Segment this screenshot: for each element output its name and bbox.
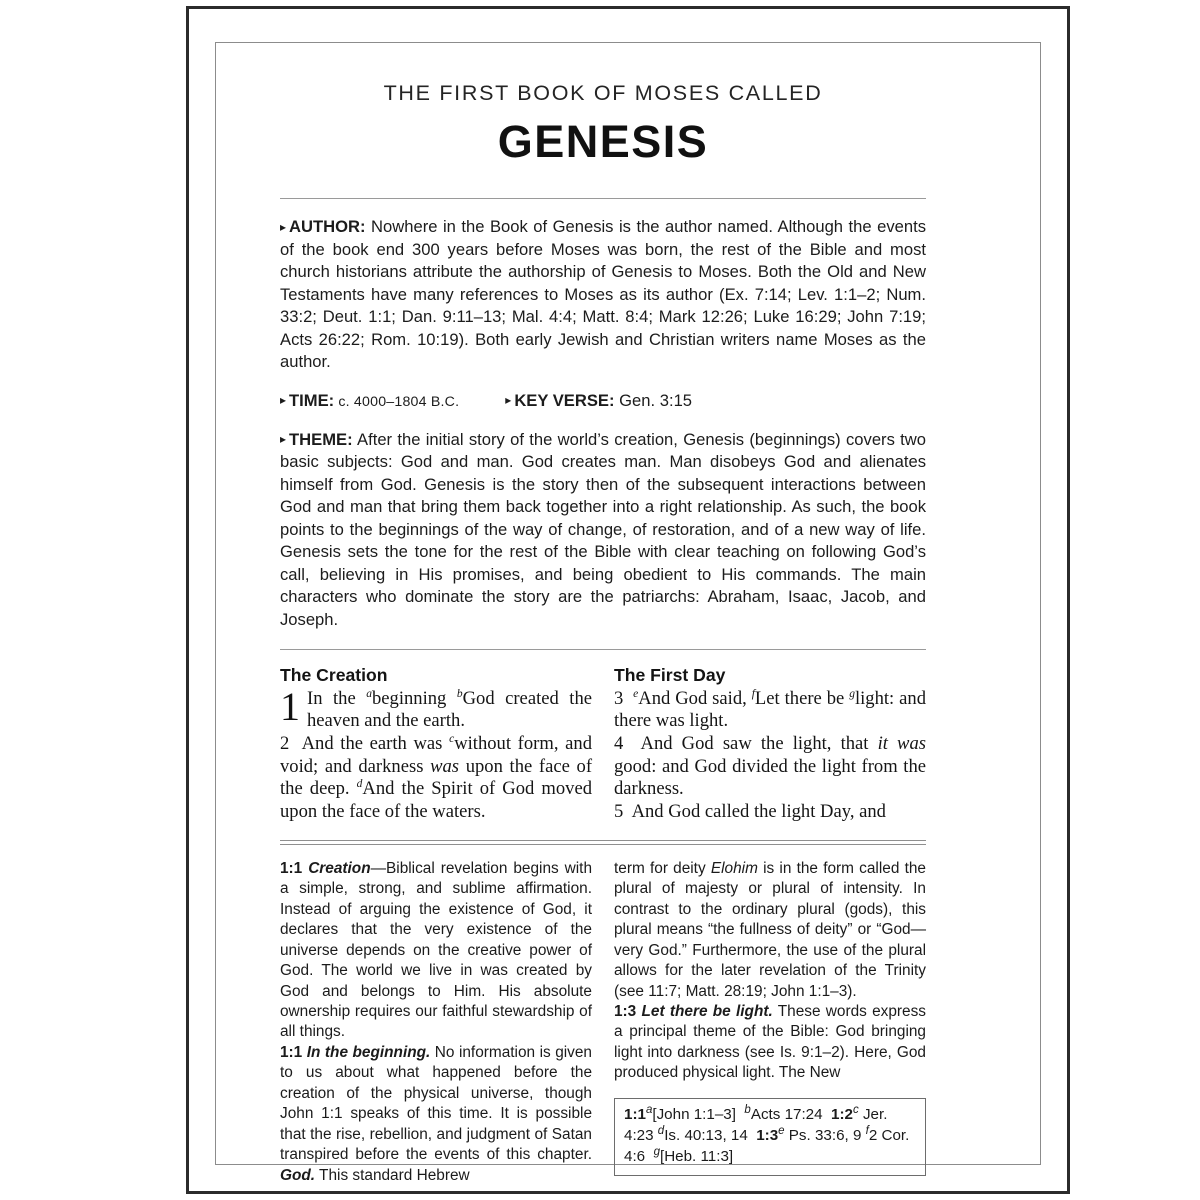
intro-theme-label: THEME:: [289, 429, 353, 449]
commentary-note: [614, 859, 926, 1002]
verse-2: 2 And the earth was $^c$without form, and void; and darkness was upon the face of the deep. $^d$And the Spirit of God moved upon the face of the waters.: [280, 732, 593, 822]
intro-time-text: c. 4000–1804 B.C.: [334, 393, 460, 410]
divider-middle: [280, 649, 926, 650]
intro-author-label: AUTHOR:: [289, 217, 366, 236]
verse-5: 5 And God called the light Day, and: [614, 800, 886, 822]
intro-author-text: Nowhere in the Book of Genesis is the author named. Although the events of the book end 300 years before Moses was born, the rest of the Bible and most church historians attribute the authorship of Genesis to Moses. Both the Old and New Testaments have many references to Moses as its author (Ex. 7:14; Lev. 1:1–2; Num. 33:2; Deut. 1:1; Dan. 9:11–13; Mal. 4:4; Matt. 8:4; Mark 12:26; Luke 16:29; John 7:19; Acts 26:22; Rom. 10:19). Both early Jewish and Christian writers name Moses as the author.: [280, 217, 926, 372]
commentary-note: [280, 859, 592, 1043]
divider-top: [280, 198, 926, 199]
page-inner-border: [215, 42, 1041, 1184]
commentary-ref: 1:1: [280, 859, 303, 877]
verse-1: In the $^a$beginning $^b$God created the heaven and the earth.: [307, 687, 592, 732]
scripture-column-left: [280, 665, 592, 824]
verse-group-right: [614, 688, 926, 824]
intro-theme-text: After the initial story of the world’s creation, Genesis (beginnings) covers two basic subjects: God and man. God creates man. Man disobeys God and alienates himself from God. Genesis is the story then of the subsequent interactions between God and man that bring them back together into a right relationship. As such, the book points to the beginnings of the way of change, of restoration, and of a new way of life. Genesis sets the tone for the rest of the Bible with clear teaching on following God’s call, believing in His promises, and being obedient to His commands. The main characters who dominate the story are the patriarchs: Abraham, Isaac, Jacob, and Joseph.: [280, 429, 926, 629]
introduction-block: [280, 216, 926, 632]
commentary-note: [280, 1043, 592, 1186]
commentary-lead: Creation: [308, 859, 371, 877]
scripture-columns: [280, 665, 926, 824]
book-superscript-title: THE FIRST BOOK OF MOSES CALLED: [383, 81, 823, 105]
footnote-box: [614, 1098, 926, 1176]
book-page-frame: [186, 6, 1070, 1194]
section-heading-creation: The Creation: [280, 664, 388, 685]
commentary-body: No information is given to us about what happened before the creation of the physical universe, though John 1:1 speaks of this time. It is possible that the rise, rebellion, and judgment of Satan transpired before the events of this chapter. God. This standard Hebrew: [280, 1043, 592, 1184]
intro-theme-paragraph: [280, 429, 926, 632]
verse-group-left: [280, 683, 593, 824]
commentary-note: [614, 1002, 926, 1084]
verse-3: 3 $^e$And God said, $^f$Let there be $^g$light: and there was light.: [614, 687, 926, 732]
commentary-lead: In the beginning.: [306, 1043, 431, 1061]
scripture-column-right: [614, 665, 926, 824]
commentary-ref: 1:3: [614, 1002, 637, 1020]
bullet-triangle-icon: ▸: [280, 219, 287, 234]
commentary-columns: [280, 859, 926, 1187]
page-title: GENESIS: [497, 116, 709, 167]
intro-author-paragraph: [280, 216, 926, 374]
intro-time-label: TIME:: [289, 390, 335, 410]
footnote-text: 1:1$^a$[John 1:1–3] $^b$Acts 17:24 1:2$^c$ Jer. 4:23 $^d$Is. 40:13, 14 1:3e Ps. 33:6, 9 $^f$2 Cor. 4:6 $^g$[Heb. 11:3]: [624, 1103, 910, 1165]
page-content: [280, 81, 926, 1184]
commentary-body: These words express a principal theme of the Bible: God bringing light into darkness (see Is. 9:1–2). Here, God produced physical light. The New: [614, 1002, 926, 1082]
section-heading-first-day: The First Day: [614, 664, 726, 685]
commentary-column-right: [614, 859, 926, 1187]
bullet-triangle-icon: ▸: [505, 393, 512, 408]
commentary-ref: 1:1: [280, 1043, 303, 1061]
bullet-triangle-icon: ▸: [280, 393, 287, 408]
divider-double: [280, 840, 926, 845]
intro-time-keyverse-paragraph: [280, 390, 926, 413]
chapter-dropcap: 1: [280, 683, 300, 729]
commentary-body: —Biblical revelation begins with a simple, strong, and sublime affirmation. Instead of arguing the existence of God, it declares that the very existence of the universe depends on the creative power of God. The world we live in was created by God and belongs to Him. His absolute ownership requires our faithful stewardship of all things.: [280, 859, 593, 1041]
intro-keyverse-text: Gen. 3:15: [614, 390, 693, 410]
commentary-column-left: [280, 859, 592, 1187]
commentary-body: term for deity Elohim is in the form called the plural of majesty or plural of intensity. In contrast to the ordinary plural (gods), this plural means “the fullness of deity” or “God—very God.” Furthermore, the use of the plural allows for the later revelation of the Trinity (see 11:7; Matt. 28:19; John 1:1–3).: [614, 859, 926, 1000]
commentary-lead: Let there be light.: [641, 1002, 773, 1020]
bullet-triangle-icon: ▸: [280, 432, 287, 446]
verse-4: 4 And God saw the light, that it was good: and God divided the light from the darkness.: [614, 732, 926, 800]
intro-keyverse-label: KEY VERSE:: [514, 390, 615, 410]
